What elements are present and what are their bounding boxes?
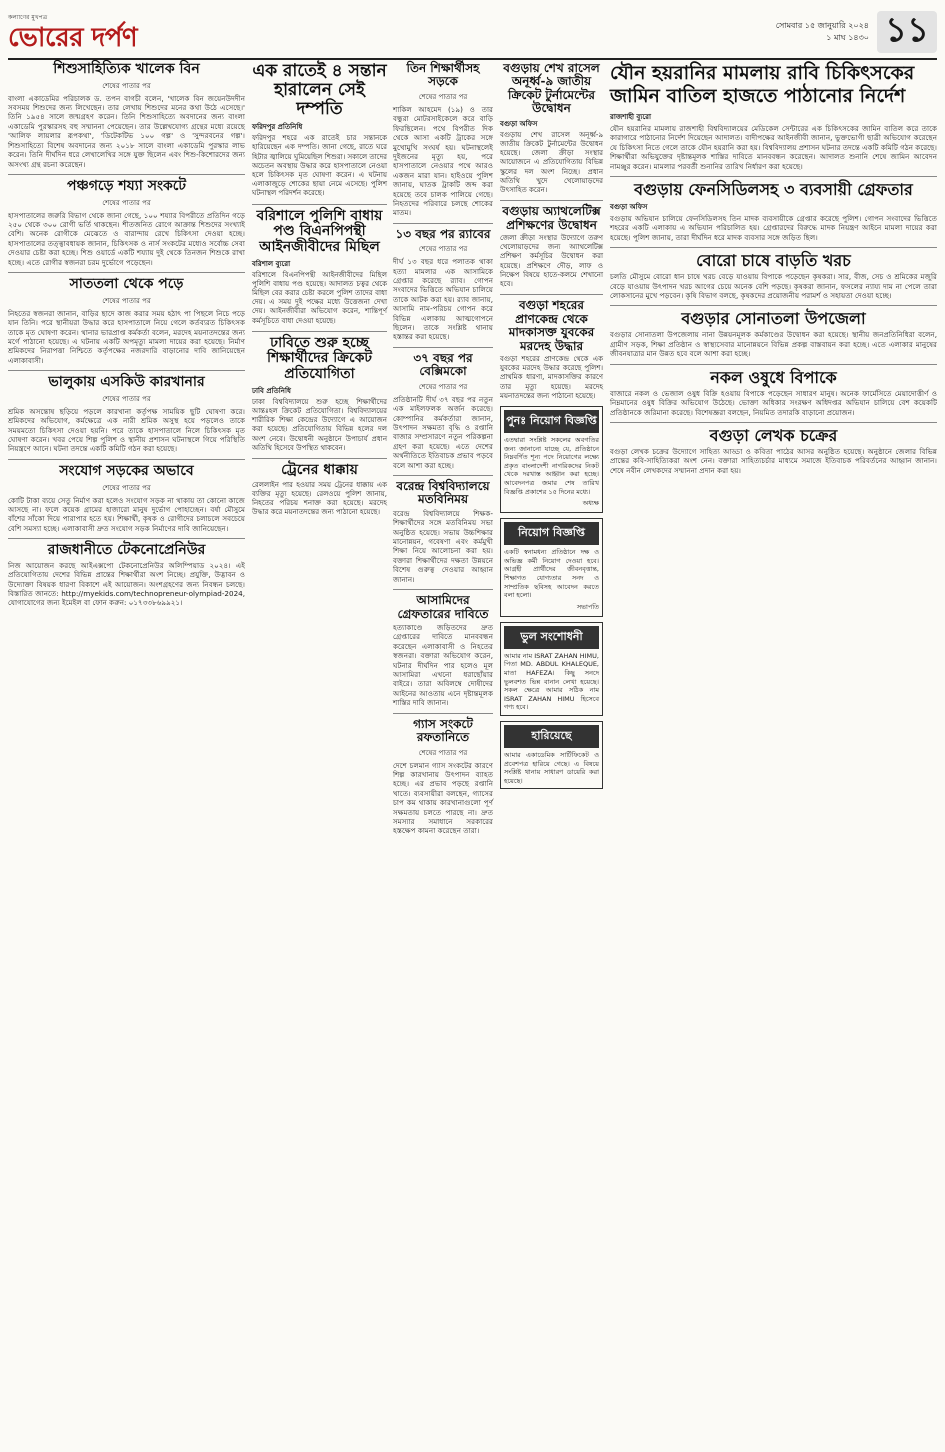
article-headline: তিন শিক্ষার্থীসহ সড়কে — [406, 61, 480, 89]
date-gregorian: সোমবার ১৫ জানুয়ারি ২০২৪ — [775, 21, 869, 30]
article-body: হাসপাতালের জরুরি বিভাগ থেকে জানা গেছে, ১০০ শয্যার বিপরীতে প্রতিদিন গড়ে ২৫০ থেকে ৩০০ রোগী ভর্তি থাকছেন। শীতজনিত রোগে আক্রান্ত শিশুদের সংখ্যাই বেশি। অনেক রোগীকে মেঝেতে ও বারান্দায় রেখে চিকিৎসা দেওয়া হচ্ছে। হাসপাতালের তত্ত্বাবধায়ক জানান, চিকিৎসক ও নার্স সংকটের মধ্যেও সর্বোচ্চ সেবা দেওয়ার চেষ্টা করা হচ্ছে। শিশু ওয়ার্ডে একটি শয্যায় দুই থেকে তিনজন শিশুকে রাখা হচ্ছে। এতে রোগীর স্বজনরা চরম দুর্ভোগে পড়েছেন। — [8, 210, 245, 267]
divider — [610, 422, 937, 423]
notice-body: একটি স্বনামধন্য প্রতিষ্ঠানে দক্ষ ও অভিজ্ঞ কর্মী নিয়োগ দেওয়া হবে। আগ্রহী প্রার্থীদের জীবনবৃত্তান্ত, শিক্ষাগত যোগ্যতার সনদ ও সাম্প্রতিক ছবিসহ আবেদন করতে বলা হলো। — [504, 548, 599, 600]
divider — [393, 475, 493, 476]
issue-date — [776, 20, 869, 44]
article-body: নিজ আয়োজন করছে আইএক্সপো টেকনোপ্রেনিউর অলিম্পিয়াড ২০২৪। এই প্রতিযোগিতায় দেশের বিভিন্ন প্রান্তের শিক্ষার্থীরা অংশ নিচ্ছে। প্রযুক্তি, উদ্ভাবন ও উদ্যোক্তা বিষয়ক ধারণা বিকাশে এই আয়োজন। অংশগ্রহণের জন্য নিবন্ধন চলছে। বিস্তারিত জানতে: http://myekids.com/technopreneur-olympiad-2024, যোগাযোগের জন্য ইমেইল বা ফোন করুন: ০১৭৩৩৮৬৯৯২১। — [8, 560, 245, 608]
lead-headline: যৌন হয়রানির মামলায় রাবি চিকিৎসকের জামিন বাতিল হাজতে পাঠানোর নির্দেশ — [610, 62, 915, 107]
article-headline: বগুড়ায় অ্যাথলেটিক্স প্রশিক্ষণের উদ্বোধন — [502, 204, 601, 232]
notice-title: ভুল সংশোধনী — [504, 626, 599, 649]
date-bangla: ১ মাঘ ১৪৩০ — [826, 33, 869, 42]
notice-signature: অধ্যক্ষ — [582, 499, 599, 508]
article — [393, 228, 493, 342]
article-body: কোটি টাকা ব্যয়ে সেতু নির্মাণ করা হলেও সংযোগ সড়ক না থাকায় তা কোনো কাজে আসছে না। ফলে কয়েক গ্রামের হাজারো মানুষ দুর্ভোগ পোহাচ্ছেন। বর্ষা মৌসুমে বাঁশের সাঁকো দিয়ে পারাপার হতে হয়। শিক্ষার্থী, কৃষক ও রোগীদের চলাচলে সবচেয়ে বেশি সমস্যা হচ্ছে। এলাকাবাসী দ্রুত সংযোগ সড়ক নির্মাণের দাবি জানিয়েছেন। — [8, 495, 245, 533]
article-body: বগুড়া লেখক চক্রের উদ্যোগে সাহিত্য আড্ডা ও কবিতা পাঠের আসর অনুষ্ঠিত হয়েছে। অনুষ্ঠানে জেলার বিভিন্ন প্রান্তের কবি-সাহিত্যিকরা অংশ নেন। বক্তারা সাহিত্যচর্চার মাধ্যমে সমাজে ইতিবাচক পরিবর্তনের আহ্বান জানান। শেষে নবীন লেখকদের সম্মাননা প্রদান করা হয়। — [610, 446, 937, 475]
notice-body: আমার একাডেমিক সার্টিফিকেট ও প্রবেশপত্র হারিয়ে গেছে। এ বিষয়ে সংশ্লিষ্ট থানায় সাধারণ ডায়েরি করা হয়েছে। — [504, 750, 599, 785]
article-body: বরেন্দ্র বিশ্ববিদ্যালয়ে শিক্ষক-শিক্ষার্থীদের সঙ্গে মতবিনিময় সভা অনুষ্ঠিত হয়েছে। সভায় উচ্চশিক্ষার মানোন্নয়ন, গবেষণা এবং কর্মমুখী শিক্ষা নিয়ে আলোচনা করা হয়। বক্তারা শিক্ষার্থীদের দক্ষতা উন্নয়নে বিশেষ গুরুত্ব দেওয়ার আহ্বান জানান। — [393, 508, 493, 584]
article — [610, 427, 937, 475]
article-headline: বগুড়া শহরের প্রাণকেন্দ্র থেকে মাদকাসক্ত যুবকের মরদেহ উদ্ধার — [508, 298, 595, 353]
article-body: যৌন হয়রানির মামলায় রাজশাহী বিশ্ববিদ্যালয়ের মেডিকেল সেন্টারের এক চিকিৎসকের জামিন বাতিল করে তাকে কারাগারে পাঠানোর নির্দেশ দিয়েছেন আদালত। বাদীপক্ষের আইনজীবী জানান, ভুক্তভোগী ছাত্রী অভিযোগ করেছেন যে চিকিৎসা নিতে গেলে তাকে যৌন হয়রানি করা হয়। বিশ্ববিদ্যালয় প্রশাসন ঘটনার তদন্তে একটি কমিটি গঠন করেছে। শিক্ষার্থীরা অভিযুক্তের দৃষ্টান্তমূলক শাস্তির দাবিতে মানববন্ধন করেছেন। আদালত শুনানি শেষে জামিন আবেদন নামঞ্জুর করেন। মামলার পরবর্তী শুনানির তারিখ নির্ধারণ করা হয়েছে। — [610, 124, 937, 171]
byline: বগুড়া অফিস — [500, 119, 538, 128]
article — [610, 310, 937, 358]
article — [500, 299, 603, 401]
divider — [610, 247, 937, 248]
continued-label: শেষের পাতার পর — [102, 198, 151, 207]
recruitment-notice — [500, 518, 603, 617]
article-headline: সংযোগ সড়কের অভাবে — [59, 462, 194, 479]
article-headline: গ্যাস সংকটে রফতানিতে — [413, 716, 473, 745]
article-headline: বগুড়ার সোনাতলা উপজেলা — [681, 309, 866, 329]
divider — [8, 272, 245, 273]
article-headline: নকল ওষুধে বিপাকে — [710, 367, 837, 387]
column-5 — [500, 62, 603, 1446]
article-body: ফরিদপুর শহরে এক রাতেই চার সন্তানকে হারিয়েছেন এক দম্পতি। জানা গেছে, রাতে ঘরে হিটার জ্বালিয়ে ঘুমিয়েছিল শিশুরা। সকালে তাদের অচেতন অবস্থায় উদ্ধার করে হাসপাতালে নেওয়া হলে চিকিৎসক মৃত ঘোষণা করেন। এ ঘটনায় এলাকাজুড়ে শোকের ছায়া নেমে এসেছে। পুলিশ ঘটনাস্থল পরিদর্শন করেছে। — [252, 134, 387, 198]
byline: বগুড়া অফিস — [610, 203, 648, 212]
article-body: শ্রমিক অসন্তোষ ছড়িয়ে পড়লে কারখানা কর্তৃপক্ষ সাময়িক ছুটি ঘোষণা করে। শ্রমিকদের অভিযোগ, কর্মক্ষেত্রে এক নারী শ্রমিক অসুস্থ হয়ে পড়লেও তাকে সময়মতো চিকিৎসা দেওয়া হয়নি। পরে তাকে হাসপাতালে নিলে চিকিৎসক মৃত ঘোষণা করেন। খবর পেয়ে শিল্প পুলিশ ও স্থানীয় প্রশাসন ঘটনাস্থলে গিয়ে পরিস্থিতি নিয়ন্ত্রণে আনে। ঘটনা তদন্তে একটি কমিটি গঠন করা হয়েছে। — [8, 406, 245, 454]
continued-label: শেষের পাতার পর — [102, 483, 151, 492]
lead-article — [610, 62, 937, 171]
article-headline: ৩৭ বছর পর বেক্সিমকো — [413, 350, 473, 379]
masthead — [8, 6, 937, 60]
article-body: বগুড়ায় অভিযান চালিয়ে ফেনসিডিলসহ তিন মাদক ব্যবসায়ীকে গ্রেপ্তার করেছে পুলিশ। গোপন সংবাদের ভিত্তিতে শহরের একটি এলাকায় এ অভিযান পরিচালিত হয়। গ্রেপ্তারদের বিরুদ্ধে মাদক নিয়ন্ত্রণ আইনে মামলা দায়ের করা হয়েছে। পুলিশ জানায়, তারা দীর্ঘদিন ধরে মাদক ব্যবসার সঙ্গে জড়িত ছিল। — [610, 214, 937, 242]
continued-label: শেষের পাতার পর — [418, 382, 468, 391]
divider — [610, 176, 937, 177]
page-number: ১১ — [877, 11, 937, 53]
article-body: বাংলা একাডেমির পরিচালক ড. তপন বাগচী বলেন, 'খালেক বিন জয়েনউদদীন সবসময় শিশুদের জন্য লিখেছেন। তার লেখায় শিশুদের মনের কথা উঠে এসেছে।' তিনি ১৯৫৪ সালে জন্মগ্রহণ করেন। তিনি শিশুসাহিত্যে অবদানের জন্য বাংলা একাডেমি পুরস্কারসহ বহু সম্মাননা পেয়েছেন। তার উল্লেখযোগ্য গ্রন্থের মধ্যে রয়েছে 'আলিফ লায়লার রূপকথা', 'ডিটেকটিভ ১০০ গল্প' ও 'সুন্দরবনের গল্প'। শিশুসাহিত্যে বিশেষ অবদানের জন্য ২০১৮ সালে বাংলা একাডেমি পুরস্কার লাভ করেন। তিনি দীর্ঘদিন ধরে লেখালেখির সঙ্গে যুক্ত ছিলেন এবং শিশু-কিশোরদের জন্য অসংখ্য গ্রন্থ রচনা করেছেন। — [8, 93, 245, 169]
brand-block — [8, 12, 137, 52]
article-body: বগুড়ার সোনাতলা উপজেলায় নানা উন্নয়নমূলক কর্মকাণ্ডের উদ্বোধন করা হয়েছে। স্থানীয় জনপ্রতিনিধিরা বলেন, গ্রামীণ সড়ক, শিক্ষা প্রতিষ্ঠান ও স্বাস্থ্যসেবার মানোন্নয়নে বিভিন্ন প্রকল্প বাস্তবায়ন করা হচ্ছে। এতে এলাকার মানুষের জীবনযাত্রার মান উন্নত হবে বলে আশা করা হচ্ছে। — [610, 330, 937, 359]
divider — [8, 174, 245, 175]
article — [500, 205, 603, 289]
column-3 — [393, 62, 493, 1446]
article-headline: বোরো চাষে বাড়তি খরচ — [696, 251, 851, 271]
article-body: জেলা ক্রীড়া সংস্থার উদ্যোগে তরুণ খেলোয়াড়দের জন্য অ্যাথলেটিক্স প্রশিক্ষণ কর্মসূচির উদ্বোধন করা হয়েছে। প্রশিক্ষণে দৌড়, লাফ ও নিক্ষেপ বিষয়ে হাতে-কলমে শেখানো হবে। — [500, 234, 603, 289]
article-headline: রাজধানীতে টেকনোপ্রেনিউর — [47, 542, 206, 559]
article — [8, 464, 245, 533]
newspaper-logo: ভোরের দর্পণ — [8, 23, 138, 53]
continued-label: শেষের পাতার পর — [102, 81, 151, 90]
article — [500, 62, 603, 195]
article-headline: বরেন্দ্র বিশ্ববিদ্যালয়ে মতবিনিময় — [396, 478, 490, 507]
continued-label: শেষের পাতার পর — [102, 394, 151, 403]
continued-label: শেষের পাতার পর — [418, 245, 468, 254]
article-headline: ভালুকায় এসকিউ কারখানার — [48, 374, 205, 391]
article — [252, 336, 387, 453]
column-2 — [252, 62, 387, 1446]
article-body: দীর্ঘ ১৩ বছর ধরে পলাতক থাকা হত্যা মামলার এক আসামিকে গ্রেপ্তার করেছে র‌্যাব। গোপন সংবাদের ভিত্তিতে অভিযান চালিয়ে তাকে আটক করা হয়। র‌্যাব জানায়, আসামি নাম-পরিচয় গোপন করে বিভিন্ন এলাকায় আত্মগোপনে ছিলেন। তাকে সংশ্লিষ্ট থানায় হস্তান্তর করা হয়েছে। — [393, 257, 493, 342]
divider — [610, 305, 937, 306]
article-body: রেললাইন পার হওয়ার সময় ট্রেনের ধাক্কায় এক ব্যক্তির মৃত্যু হয়েছে। রেলওয়ে পুলিশ জানায়, নিহতের পরিচয় শনাক্ত করা হয়েছে। মরদেহ উদ্ধার করে ময়নাতদন্তের জন্য পাঠানো হয়েছে। — [252, 480, 387, 517]
article-headline: শিশুসাহিত্যিক খালেক বিন — [53, 61, 200, 77]
article — [610, 252, 937, 300]
article — [610, 181, 937, 242]
divider — [252, 458, 387, 459]
article-headline: ট্রেনের ধাক্কায় — [281, 461, 358, 478]
article — [393, 480, 493, 584]
article — [8, 375, 245, 454]
article-headline: বগুড়া লেখক চক্রের — [709, 425, 838, 445]
article — [393, 62, 493, 218]
article-headline: পঞ্চগড়ে শয্যা সংকটে — [66, 177, 187, 194]
notice-title: নিয়োগ বিজ্ঞপ্তি — [504, 522, 599, 545]
continued-label: শেষের পাতার পর — [418, 92, 468, 101]
article-body: বরিশালে বিএনপিপন্থী আইনজীবীদের মিছিল পুলিশি বাধায় পণ্ড হয়েছে। আদালত চত্বর থেকে মিছিল বের করার চেষ্টা করলে পুলিশ তাদের বাধা দেয়। এ সময় দুই পক্ষের মধ্যে উত্তেজনা দেখা দেয়। আইনজীবীরা অভিযোগ করেন, শান্তিপূর্ণ কর্মসূচিতে বাধা দেওয়া হয়েছে। — [252, 270, 387, 325]
article-headline: বগুড়ায় শেখ রাসেল অনূর্ধ্ব-৯ জাতীয় ক্রিকেট টুর্নামেন্টের উদ্বোধন — [503, 61, 600, 116]
divider — [252, 204, 387, 205]
continued-label: শেষের পাতার পর — [418, 748, 468, 757]
notice-title: পুনঃ নিয়োগ বিজ্ঞপ্তি — [504, 410, 599, 433]
divider — [610, 364, 937, 365]
article — [8, 277, 245, 365]
article — [252, 463, 387, 517]
article — [252, 209, 387, 326]
divider — [393, 347, 493, 348]
divider — [393, 223, 493, 224]
brand-tagline: কল্যাণের মুখপত্র — [8, 14, 48, 21]
article-body: নিহতের স্বজনরা জানান, বাড়ির ছাদে কাজ করার সময় হঠাৎ পা পিছলে নিচে পড়ে যান তিনি। পরে স্থানীয়রা উদ্ধার করে হাসপাতালে নিয়ে গেলে কর্তব্যরত চিকিৎসক তাকে মৃত ঘোষণা করেন। থানার ভারপ্রাপ্ত কর্মকর্তা বলেন, মরদেহ ময়নাতদন্তের জন্য মর্গে পাঠানো হয়েছে। এ ঘটনায় একটি অপমৃত্যু মামলা দায়ের করা হয়েছে। নির্মাণ শ্রমিকদের নিরাপত্তা নিশ্চিতে কর্তৃপক্ষের নজরদারি বাড়ানোর দাবি জানিয়েছেন এলাকাবাসী। — [8, 308, 245, 365]
byline: ফরিদপুর প্রতিনিধি — [252, 123, 303, 132]
notice-signature: সভাপতি — [576, 602, 599, 611]
article-body: হত্যাকাণ্ডে জড়িতদের দ্রুত গ্রেপ্তারের দাবিতে মানববন্ধন করেছেন এলাকাবাসী ও নিহতের স্বজনরা। বক্তারা অভিযোগ করেন, ঘটনার দীর্ঘদিন পার হলেও মূল আসামিরা এখনো ধরাছোঁয়ার বাইরে। তারা অবিলম্বে দোষীদের আইনের আওতায় এনে দৃষ্টান্তমূলক শাস্তির দাবি জানান। — [393, 622, 493, 708]
article-body: ঢাকা বিশ্ববিদ্যালয়ে শুরু হচ্ছে শিক্ষার্থীদের আন্তঃহল ক্রিকেট প্রতিযোগিতা। বিশ্ববিদ্যালয়ের শারীরিক শিক্ষা কেন্দ্রের উদ্যোগে এ আয়োজন করা হয়েছে। প্রতিযোগিতায় বিভিন্ন হলের দল অংশ নেবে। উদ্বোধনী অনুষ্ঠানে উপাচার্য প্রধান অতিথি হিসেবে উপস্থিত থাকবেন। — [252, 397, 387, 452]
notice-body: আমার নাম ISRAT ZAHAN HIMU, পিতা MD. ABDUL KHALEQUE, মাতা HAFEZA। কিছু সনদে ভুলবশত ভিন্ন বানান লেখা হয়েছে। সকল ক্ষেত্রে আমার সঠিক নাম ISRAT ZAHAN HIMU হিসেবে গণ্য হবে। — [504, 651, 599, 712]
notice-title: হারিয়েছে — [504, 725, 599, 748]
column-1 — [8, 62, 245, 1446]
divider — [252, 331, 387, 332]
article-body: বগুড়া শহরের প্রাণকেন্দ্র থেকে এক যুবকের মরদেহ উদ্ধার করেছে পুলিশ। প্রাথমিক ধারণা, মাদকাসক্তির কারণে তার মৃত্যু হয়েছে। মরদেহ ময়নাতদন্তের জন্য পাঠানো হয়েছে। — [500, 355, 603, 400]
divider — [8, 459, 245, 460]
article-headline: এক রাতেই ৪ সন্তান হারালেন সেই দম্পতি — [252, 61, 387, 120]
byline: ঢাবি প্রতিনিধি — [252, 386, 291, 395]
article-body: শাকিল আহমেদ (১৯) ও তার বন্ধুরা মোটরসাইকেলে করে বাড়ি ফিরছিলেন। পথে বিপরীত দিক থেকে আসা একটি ট্রাকের সঙ্গে মুখোমুখি সংঘর্ষ হয়। ঘটনাস্থলেই দুইজনের মৃত্যু হয়, পরে হাসপাতালে নেওয়ার পথে আরও একজন মারা যান। হাইওয়ে পুলিশ জানায়, ঘাতক ট্রাকটি জব্দ করা হয়েছে তবে চালক পালিয়ে গেছে। নিহতদের পরিবারে চলছে শোকের মাতম। — [393, 104, 493, 218]
article-body: প্রতিষ্ঠানটি দীর্ঘ ৩৭ বছর পর নতুন এক মাইলফলক অর্জন করেছে। কোম্পানির কর্মকর্তারা জানান, উৎপাদন সক্ষমতা বৃদ্ধি ও রপ্তানি বাজার সম্প্রসারণে নতুন পরিকল্পনা গ্রহণ করা হয়েছে। এতে দেশের অর্থনীতিতে ইতিবাচক প্রভাব পড়বে বলে আশা করা হচ্ছে। — [393, 394, 493, 470]
continued-label: শেষের পাতার পর — [102, 296, 151, 305]
article-headline: বরিশালে পুলিশি বাধায় পণ্ড বিএনপিপন্থী আইনজীবীদের মিছিল — [256, 207, 383, 255]
article-body: চলতি মৌসুমে বোরো ধান চাষে খরচ বেড়ে যাওয়ায় বিপাকে পড়েছেন কৃষকরা। সার, বীজ, সেচ ও শ্রমিকের মজুরি বেড়ে যাওয়ায় উৎপাদন খরচ আগের চেয়ে অনেক বেশি পড়ছে। কৃষকরা জানান, ফসলের ন্যায্য দাম না পেলে তারা লোকসানের মুখে পড়বেন। কৃষি বিভাগ বলছে, কৃষকদের প্রয়োজনীয় পরামর্শ ও সহায়তা দেওয়া হচ্ছে। — [610, 272, 937, 301]
divider — [500, 294, 603, 295]
divider — [393, 713, 493, 714]
article — [610, 369, 937, 417]
notice-body: এতদ্বারা সংশ্লিষ্ট সকলের অবগতির জন্য জানানো যাচ্ছে যে, প্রতিষ্ঠানে নিম্নবর্ণিত শূন্য পদে নিয়োগের লক্ষ্যে প্রকৃত বাংলাদেশী নাগরিকদের নিকট থেকে দরখাস্ত আহ্বান করা হচ্ছে। আবেদনপত্র জমার শেষ তারিখ বিজ্ঞপ্তি প্রকাশের ১৫ দিনের মধ্যে। — [504, 436, 599, 496]
article-headline: আসামিদের গ্রেফতারের দাবিতে — [397, 593, 489, 621]
article — [252, 62, 387, 199]
article-headline: ১৩ বছর পর র‌্যাবের — [395, 226, 491, 241]
article-headline: সাততলা থেকে পড়ে — [69, 276, 184, 293]
article — [8, 179, 245, 267]
byline: রাজশাহী ব্যুরো — [610, 113, 652, 121]
article — [393, 594, 493, 708]
correction-notice — [500, 622, 603, 716]
article — [8, 62, 245, 169]
column-6 — [610, 62, 937, 1446]
divider — [8, 538, 245, 539]
article — [8, 543, 245, 608]
article — [393, 352, 493, 470]
recruitment-notice — [500, 406, 603, 513]
article-headline: ঢাবিতে শুরু হচ্ছে শিক্ষার্থীদের ক্রিকেট প্রতিযোগিতা — [266, 334, 373, 383]
divider — [500, 200, 603, 201]
article — [393, 718, 493, 836]
article-body: দেশে চলমান গ্যাস সংকটের কারণে শিল্প কারখানায় উৎপাদন ব্যাহত হচ্ছে। এর প্রভাব পড়ছে রপ্তানি খাতে। ব্যবসায়ীরা বলছেন, গ্যাসের চাপ কম থাকায় কারখানাগুলো পূর্ণ সক্ষমতায় চলতে পারছে না। দ্রুত সমস্যার সমাধানে সরকারের হস্তক্ষেপ কামনা করেছেন তারা। — [393, 760, 493, 836]
byline: বরিশাল ব্যুরো — [252, 259, 291, 268]
article-body: বাজারে নকল ও ভেজাল ওষুধ বিক্রি হওয়ায় বিপাকে পড়েছেন সাধারণ মানুষ। অনেক ফার্মেসিতে মেয়াদোত্তীর্ণ ও নিম্নমানের ওষুধ বিক্রির অভিযোগ উঠেছে। ভোক্তা অধিকার সংরক্ষণ অধিদপ্তর অভিযান চালিয়ে বেশ কয়েকটি প্রতিষ্ঠানকে জরিমানা করেছে। বিশেষজ্ঞরা বলছেন, নিয়মিত তদারকি বাড়ানো প্রয়োজন। — [610, 388, 937, 417]
lost-notice — [500, 721, 603, 789]
divider — [393, 589, 493, 590]
article-body: বগুড়ায় শেখ রাসেল অনূর্ধ্ব-৯ জাতীয় ক্রিকেট টুর্নামেন্টের উদ্বোধন হয়েছে। জেলা ক্রীড়া সংস্থার আয়োজনে এ প্রতিযোগিতায় বিভিন্ন স্কুলের দল অংশ নিচ্ছে। প্রধান অতিথি খুদে খেলোয়াড়দের উৎসাহিত করেন। — [500, 130, 603, 194]
article-headline: বগুড়ায় ফেনসিডিলসহ ৩ ব্যবসায়ী গ্রেফতার — [634, 180, 913, 200]
date-box — [776, 11, 937, 53]
divider — [8, 370, 245, 371]
